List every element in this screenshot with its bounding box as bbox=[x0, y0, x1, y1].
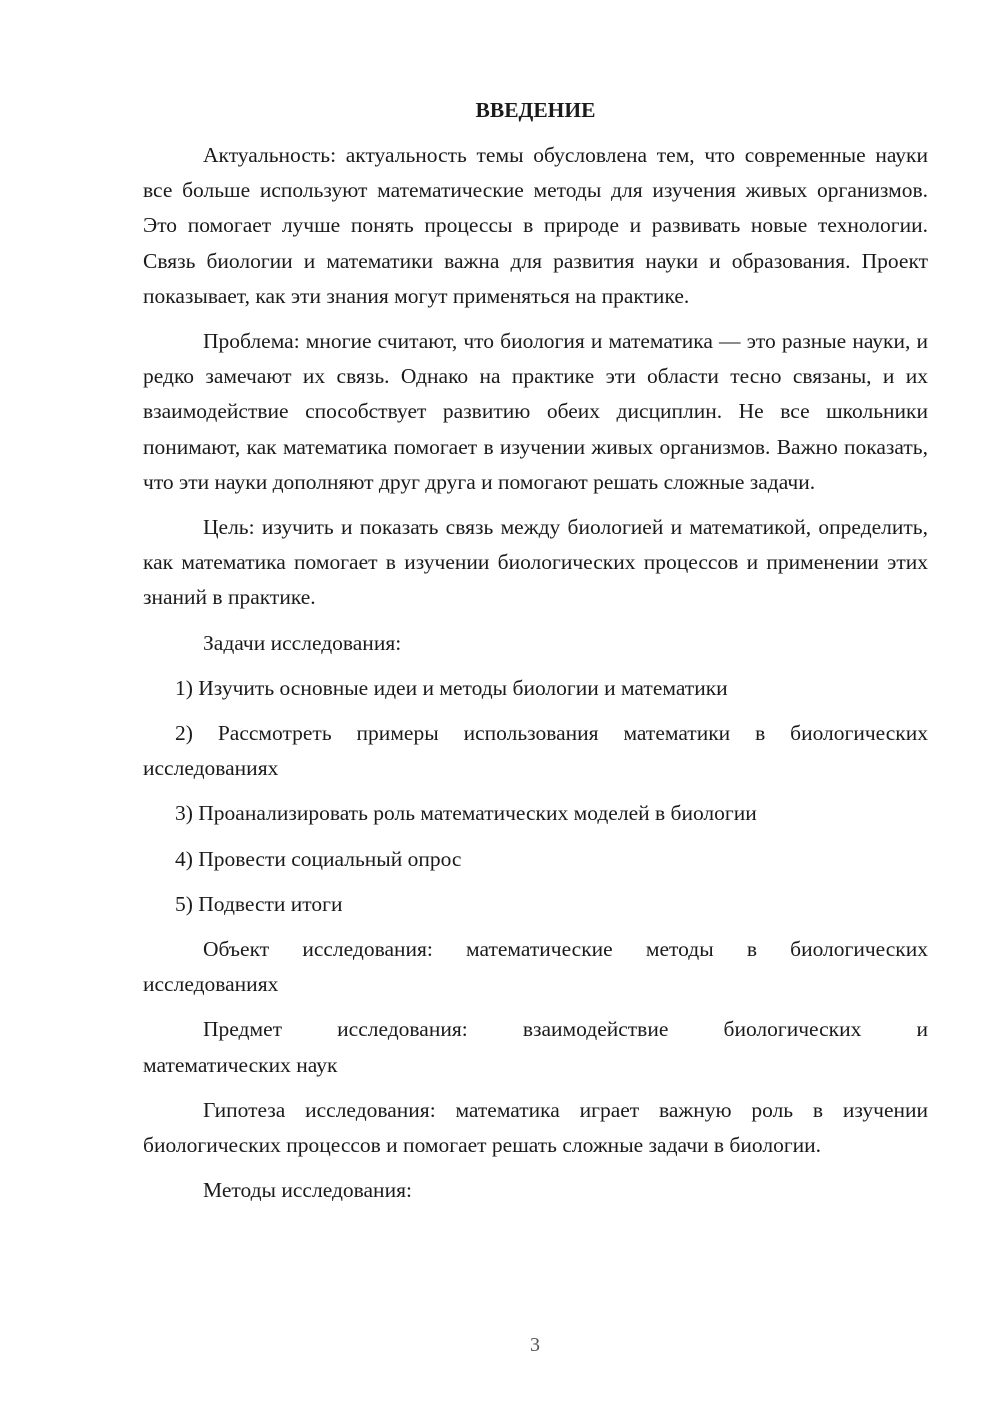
task-item-2: 2) Рассмотреть примеры использования математики в биологических исследованиях bbox=[143, 721, 928, 781]
task-item-4: 4) Провести социальный опрос bbox=[175, 846, 462, 871]
goal-paragraph: Цель: изучить и показать связь между биологией и математикой, определить, как математика помогает в изучении биологических процессов и применении этих знаний в практике. bbox=[143, 515, 928, 610]
methods-heading: Методы исследования: bbox=[203, 1178, 412, 1203]
relevance-paragraph: Актуальность: актуальность темы обусловлена тем, что современные науки все больше используют математические методы для изучения живых организмов. Это помогает лучше понять процессы в природе и развивать новые технологии. Связь биологии и математики важна для развития науки и образования. Проект показывает, как эти знания могут применяться на практике. bbox=[143, 143, 928, 308]
page-title: ВВЕДЕНИЕ bbox=[475, 98, 596, 122]
object-paragraph: Объект исследования: математические методы в биологических исследованиях bbox=[143, 937, 928, 997]
tasks-heading: Задачи исследования: bbox=[203, 630, 402, 655]
problem-paragraph: Проблема: многие считают, что биология и математика — это разные науки, и редко замечают их связь. Однако на практике эти области тесно связаны, и их взаимодействие способствует развитию обеих дисциплин. Не все школьники понимают, как математика помогает в изучении живых организмов. Важно показать, что эти науки дополняют друг друга и помогают решать сложные задачи. bbox=[143, 329, 928, 494]
subject-line-1: Предмет исследования: взаимодействие биологических и bbox=[203, 1017, 928, 1042]
hypothesis-paragraph: Гипотеза исследования: математика играет важную роль в изучении биологических процессов и помогает решать сложные задачи в биологии. bbox=[143, 1097, 928, 1158]
page-content bbox=[143, 90, 928, 1218]
task-item-3: 3) Проанализировать роль математических моделей в биологии bbox=[175, 801, 757, 826]
task-item-1: 1) Изучить основные идеи и методы биологии и математики bbox=[175, 675, 728, 700]
subject-paragraph bbox=[143, 1012, 928, 1082]
subject-line-2: математических наук bbox=[143, 1052, 338, 1077]
page-number: 3 bbox=[530, 1334, 540, 1356]
task-item-5: 5) Подвести итоги bbox=[175, 891, 343, 916]
